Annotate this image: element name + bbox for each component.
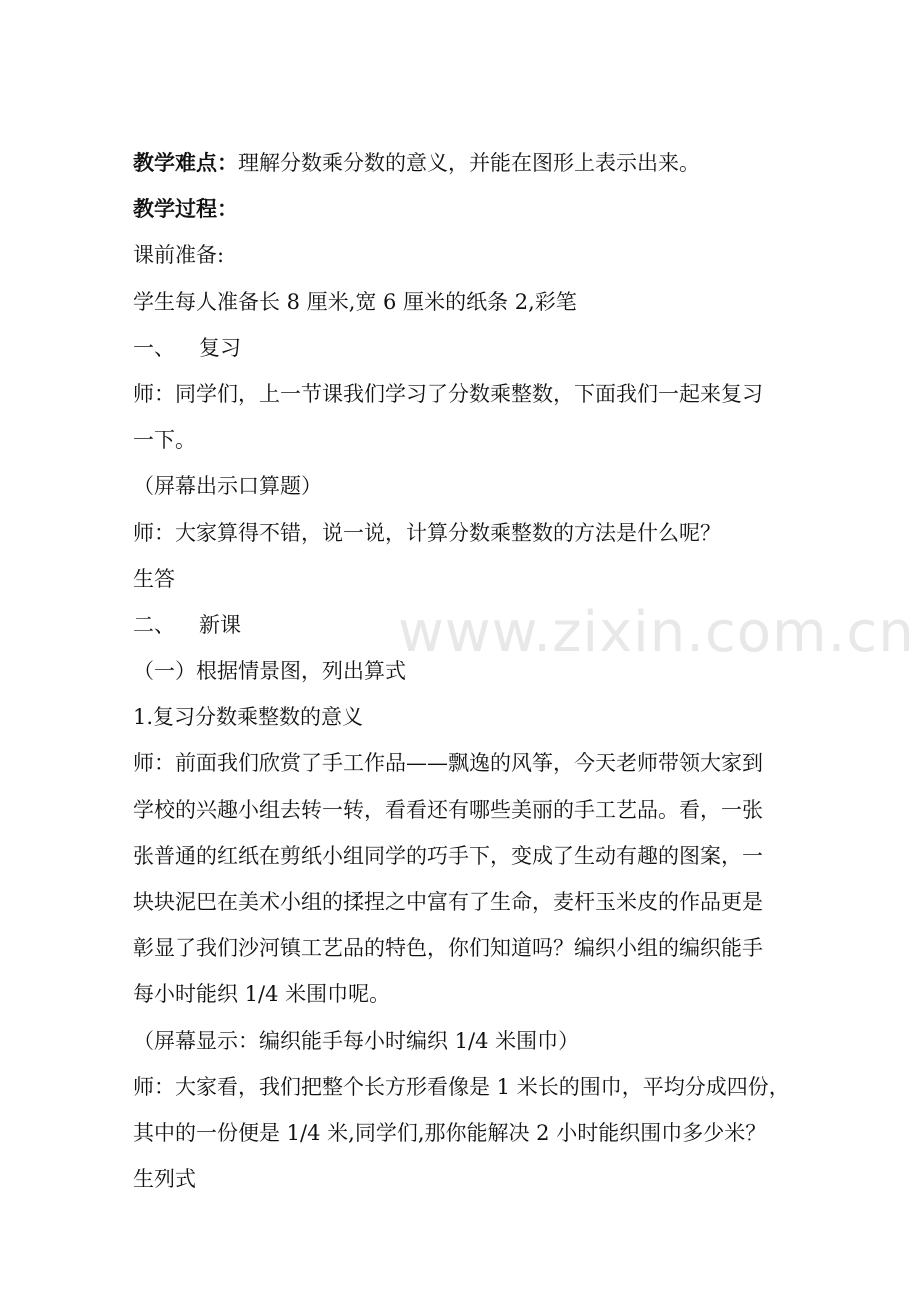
difficulty-line xyxy=(133,140,793,186)
paragraph-line: 其中的一份便是 1/4 米,同学们,那你能解决 2 小时能织围巾多少米？ xyxy=(133,1120,767,1145)
difficulty-text: 理解分数乘分数的意义，并能在图形上表示出来。 xyxy=(238,151,700,175)
paragraph-line: 师：同学们，上一节课我们学习了分数乘整数，下面我们一起来复习 xyxy=(133,381,763,406)
watermark: www.zixin.com.cn xyxy=(398,600,915,665)
subsection-heading: （一）根据情景图，列出算式 xyxy=(133,659,406,684)
section-number: 二、 xyxy=(133,612,175,637)
paragraph-line: 生列式 xyxy=(133,1167,196,1192)
section-title: 复习 xyxy=(199,335,241,360)
paragraph-line: （屏幕出示口算题） xyxy=(133,474,322,499)
paragraph-line: 一下。 xyxy=(133,428,196,453)
section-newlesson-heading xyxy=(133,602,793,648)
process-heading: 教学过程： xyxy=(133,196,238,222)
paragraph-line: 块块泥巴在美术小组的揉捏之中富有了生命，麦杆玉米皮的作品更是 xyxy=(133,890,763,914)
paragraph-line: 张普通的红纸在剪纸小组同学的巧手下，变成了生动有趣的图案，一 xyxy=(133,843,763,868)
paragraph-line: 学校的兴趣小组去转一转，看看还有哪些美丽的手工艺品。看，一张 xyxy=(133,797,763,822)
paragraph-line: 彰显了我们沙河镇工艺品的特色，你们知道吗？编织小组的编织能手 xyxy=(133,936,763,961)
section-number: 一、 xyxy=(133,335,175,360)
screen-note: （屏幕显示：编织能手每小时编织 1/4 米围巾） xyxy=(133,1028,580,1053)
paragraph-line: 师：大家看，我们把整个长方形看像是 1 米长的围巾，平均分成四份， xyxy=(133,1074,790,1099)
section-review-heading xyxy=(133,325,793,371)
prep-text: 学生每人准备长 8 厘米,宽 6 厘米的纸条 2,彩笔 xyxy=(133,289,577,314)
document-body xyxy=(133,140,793,1202)
numbered-item: 1.复习分数乘整数的意义 xyxy=(133,705,364,730)
paragraph-line: 生答 xyxy=(133,566,175,591)
paragraph-line: 每小时能织 1/4 米围巾呢。 xyxy=(133,982,391,1007)
paragraph-line: 师：大家算得不错，说一说，计算分数乘整数的方法是什么呢？ xyxy=(133,520,721,545)
difficulty-label: 教学难点： xyxy=(133,150,238,175)
section-title: 新课 xyxy=(199,612,241,637)
prep-title: 课前准备: xyxy=(133,243,225,268)
paragraph-line: 师：前面我们欣赏了手工作品——飘逸的风筝，今天老师带领大家到 xyxy=(133,751,763,776)
